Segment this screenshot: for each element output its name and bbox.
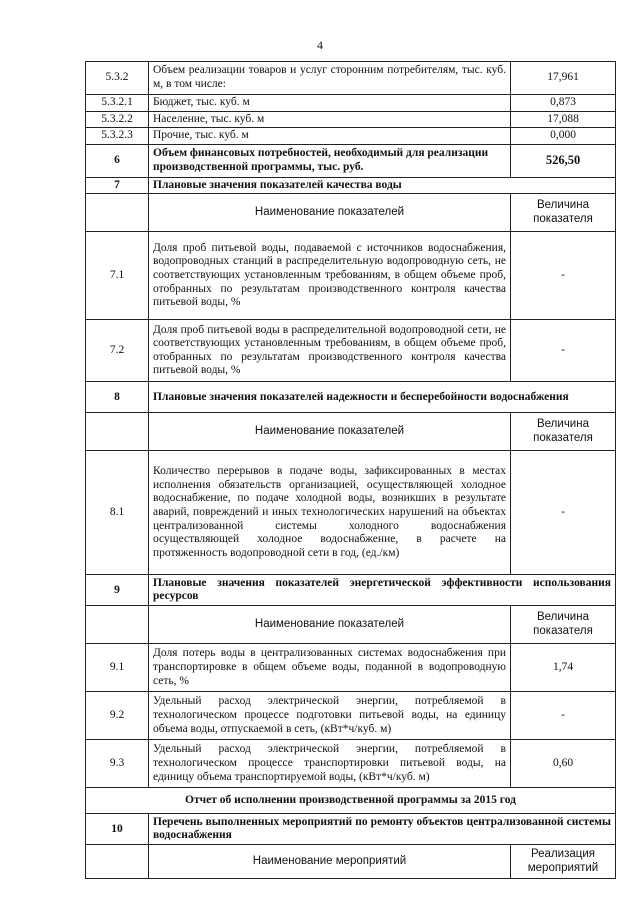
row-value: - <box>511 692 616 740</box>
row-text: Количество перерывов в подаче воды, зафиксированных в местах исполнения обязательств организацией, осуществляющей холодное водоснабжение, по подаче холодной воды, возникших в результате аварий, повреждений и иных технологических нарушений на объектах централизованной системы холодного водоснабжения осуществляющей холодное водоснабжение, в расчете на протяженность водопроводной сети в год, (ед./км) <box>149 451 511 575</box>
row-number: 9.2 <box>86 692 149 740</box>
section-title: Плановые значения показателей надежности и бесперебойности водоснабжения <box>149 382 616 413</box>
row-value: 17,961 <box>511 62 616 95</box>
column-header-value: Величина показателя <box>511 606 616 644</box>
table-row <box>86 740 616 788</box>
table-row <box>86 644 616 692</box>
row-text: Удельный расход электрической энергии, потребляемой в технологическом процессе транспортировки питьевой воды, на единицу объема транспортируемой воды, (кВт*ч/куб. м) <box>149 740 511 788</box>
table-header-row <box>86 606 616 644</box>
table-row <box>86 144 616 177</box>
row-number: 5.3.2.3 <box>86 128 149 145</box>
row-text: Объем реализации товаров и услуг сторонним потребителям, тыс. куб. м, в том числе: <box>149 62 511 95</box>
row-value: - <box>511 451 616 575</box>
row-text: Прочие, тыс. куб. м <box>149 128 511 145</box>
row-text: Бюджет, тыс. куб. м <box>149 95 511 112</box>
column-header-value: Реализация мероприятий <box>511 845 616 879</box>
section-number: 10 <box>86 814 149 845</box>
report-title: Отчет об исполнении производственной программы за 2015 год <box>86 788 616 814</box>
section-row <box>86 382 616 413</box>
section-row <box>86 814 616 845</box>
column-header-name: Наименование мероприятий <box>149 845 511 879</box>
column-header-name: Наименование показателей <box>149 413 511 451</box>
row-value: 0,60 <box>511 740 616 788</box>
table-row <box>86 111 616 128</box>
row-value: 1,74 <box>511 644 616 692</box>
row-value: 0,000 <box>511 128 616 145</box>
row-value: 0,873 <box>511 95 616 112</box>
row-text: Население, тыс. куб. м <box>149 111 511 128</box>
row-text: Доля проб питьевой воды, подаваемой с источников водоснабжения, водопроводных станций в распределительную водопроводную сеть, не соответствующих установленным требованиям, в общем объеме проб, отобранных по результатам производственного контроля качества питьевой воды, % <box>149 232 511 320</box>
column-header-value: Величина показателя <box>511 413 616 451</box>
table-row <box>86 62 616 95</box>
row-value: - <box>511 320 616 382</box>
row-text: Объем финансовых потребностей, необходимый для реализации производственной программы, тыс. руб. <box>149 144 511 177</box>
row-number: 5.3.2.2 <box>86 111 149 128</box>
row-number: 7.1 <box>86 232 149 320</box>
table-row <box>86 692 616 740</box>
table-row <box>86 128 616 145</box>
row-text: Доля проб питьевой воды в распределительной водопроводной сети, не соответствующих установленным требованиям, в общем объеме проб, отобранных по результатам производственного контроля качества питьевой воды, % <box>149 320 511 382</box>
row-number: 8.1 <box>86 451 149 575</box>
production-program-table <box>85 61 616 879</box>
table-row <box>86 232 616 320</box>
row-number: 6 <box>86 144 149 177</box>
row-text: Доля потерь воды в централизованных системах водоснабжения при транспортировке в общем объеме воды, поданной в водопроводную сеть, % <box>149 644 511 692</box>
section-title: Плановые значения показателей энергетической эффективности использования ресурсов <box>149 575 616 606</box>
row-number: 5.3.2.1 <box>86 95 149 112</box>
table-header-row <box>86 194 616 232</box>
section-title: Плановые значения показателей качества воды <box>149 177 616 194</box>
row-value: 17,088 <box>511 111 616 128</box>
table-header-row <box>86 413 616 451</box>
table-header-row <box>86 845 616 879</box>
section-title: Перечень выполненных мероприятий по ремонту объектов централизованной системы водоснабжения <box>149 814 616 845</box>
table-row <box>86 451 616 575</box>
section-row <box>86 575 616 606</box>
row-number: 7.2 <box>86 320 149 382</box>
row-text: Удельный расход электрической энергии, потребляемой в технологическом процессе подготовки питьевой воды, на единицу объема воды, отпускаемой в сеть, (кВт*ч/куб. м) <box>149 692 511 740</box>
page-number: 4 <box>317 38 323 52</box>
column-header-name: Наименование показателей <box>149 194 511 232</box>
report-title-row <box>86 788 616 814</box>
section-number: 7 <box>86 177 149 194</box>
table-row <box>86 320 616 382</box>
section-number: 9 <box>86 575 149 606</box>
row-number: 9.3 <box>86 740 149 788</box>
section-number: 8 <box>86 382 149 413</box>
column-header-value: Величина показателя <box>511 194 616 232</box>
column-header-name: Наименование показателей <box>149 606 511 644</box>
row-number: 5.3.2 <box>86 62 149 95</box>
row-value: 526,50 <box>511 144 616 177</box>
section-row <box>86 177 616 194</box>
row-value: - <box>511 232 616 320</box>
row-number: 9.1 <box>86 644 149 692</box>
table-row <box>86 95 616 112</box>
